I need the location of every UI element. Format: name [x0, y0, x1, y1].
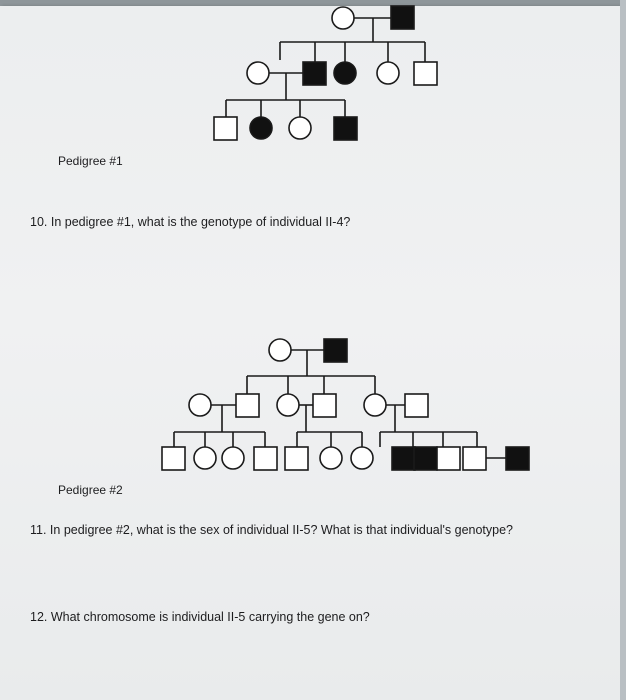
pedigree2-III-10-male-unaffected [437, 447, 460, 470]
pedigree2-III-7-female-unaffected [351, 447, 373, 469]
pedigree2-label: Pedigree #2 [58, 483, 123, 497]
pedigree2-III-3-female-unaffected [222, 447, 244, 469]
pedigree1-II-5-male-unaffected [414, 62, 437, 85]
pedigree2-III-8-male-affected [392, 447, 415, 470]
pedigree1-II-3-female-affected [334, 62, 356, 84]
pedigree1-III-1-male-unaffected [214, 117, 237, 140]
question-10: 10. In pedigree #1, what is the genotype of individual II-4? [30, 215, 351, 229]
pedigree1-I-1-female-unaffected [332, 7, 354, 29]
pedigree2-I-2-male-affected [324, 339, 347, 362]
pedigree2-III-2-female-unaffected [194, 447, 216, 469]
pedigree2-II-5-female-unaffected [364, 394, 386, 416]
pedigree2-III-12-male-affected [506, 447, 529, 470]
pedigree1-II-4-female-unaffected [377, 62, 399, 84]
pedigree-2 [162, 339, 529, 470]
pedigree2-III-9-male-affected [414, 447, 437, 470]
pedigree2-I-1-female-unaffected [269, 339, 291, 361]
pedigree2-II-3-female-unaffected [277, 394, 299, 416]
pedigree2-II-6-male-unaffected [405, 394, 428, 417]
pedigree-1 [214, 6, 437, 140]
pedigree1-III-2-female-affected [250, 117, 272, 139]
pedigree2-II-1-female-unaffected [189, 394, 211, 416]
pedigree1-II-1-female-unaffected [247, 62, 269, 84]
question-12: 12. What chromosome is individual II-5 carrying the gene on? [30, 610, 370, 624]
pedigree2-II-2-male-unaffected [236, 394, 259, 417]
pedigree2-II-4-male-unaffected [313, 394, 336, 417]
pedigree1-III-4-male-affected [334, 117, 357, 140]
pedigree2-III-6-female-unaffected [320, 447, 342, 469]
pedigree2-III-5-male-unaffected [285, 447, 308, 470]
pedigree2-III-4-male-unaffected [254, 447, 277, 470]
question-11: 11. In pedigree #2, what is the sex of individual II-5? What is that individual's genotype? [30, 523, 514, 537]
pedigree1-III-3-female-unaffected [289, 117, 311, 139]
pedigree2-III-11-male-unaffected [463, 447, 486, 470]
pedigree1-II-2-male-affected [303, 62, 326, 85]
pedigree1-I-2-male-affected [391, 6, 414, 29]
pedigree1-label: Pedigree #1 [58, 154, 123, 168]
pedigree2-III-1-male-unaffected [162, 447, 185, 470]
